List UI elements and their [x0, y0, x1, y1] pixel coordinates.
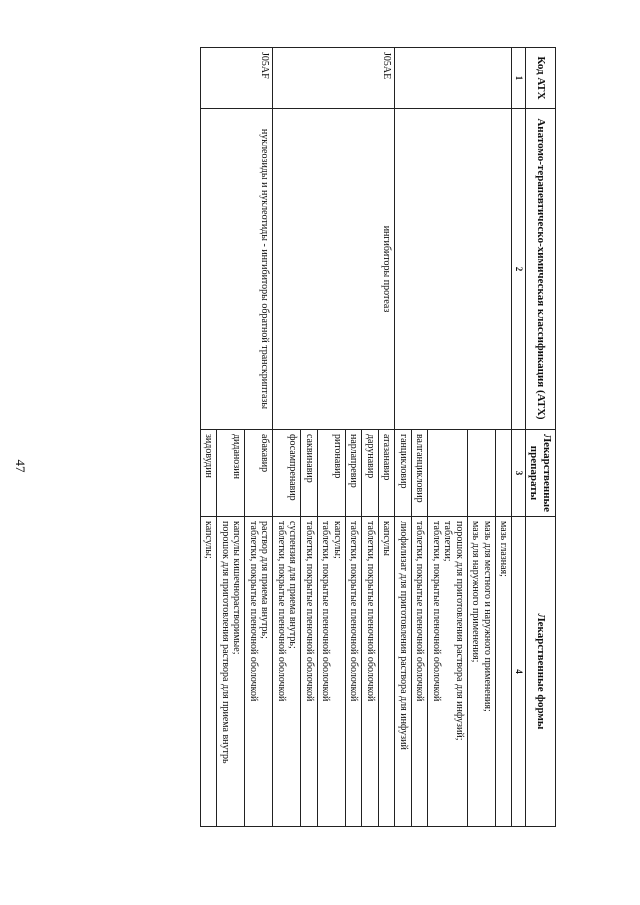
- header-atc-code: Код АТХ: [525, 48, 555, 109]
- dosage-forms-cell: [245, 517, 273, 827]
- drug-name-cell: фосампренавир: [273, 429, 301, 516]
- dosage-forms-cell: [467, 517, 495, 827]
- dosage-forms-cell: [378, 517, 395, 827]
- drug-name-cell: [467, 429, 495, 516]
- table-header-row: [525, 48, 555, 827]
- column-number: 4: [512, 517, 525, 827]
- dosage-forms-cell: [200, 517, 217, 827]
- dosage-forms-cell: [301, 517, 318, 827]
- dosage-form-line: порошок для приготовления раствора для инфузий;: [453, 521, 465, 741]
- dosage-form-line: суспензия для приема внутрь;: [287, 521, 299, 649]
- table-body: [200, 48, 512, 827]
- drug-name-cell: диданозин: [217, 429, 245, 516]
- column-number-row: [512, 48, 525, 827]
- drug-name-cell: ганцикловир: [395, 429, 412, 516]
- dosage-form-line: капсулы: [381, 521, 393, 556]
- drug-name-cell: [495, 429, 512, 516]
- dosage-forms-cell: [345, 517, 362, 827]
- dosage-form-line: таблетки, покрытые пленочной оболочкой: [348, 521, 360, 702]
- dosage-form-line: порошок для приготовления раствора для приема внутрь: [219, 521, 231, 764]
- atc-class-cell: [395, 109, 512, 430]
- drug-name-cell: нарлапревир: [345, 429, 362, 516]
- header-atc-classification: Анатомо-терапевтическо-химическая классификация (АТХ): [525, 109, 555, 430]
- header-drugs: Лекарственные препараты: [525, 429, 555, 516]
- document-table-container: [70, 47, 556, 827]
- rotated-table-frame: [70, 47, 556, 827]
- atc-code-cell: J05AE: [273, 48, 395, 109]
- page-number: 47: [13, 459, 28, 473]
- drug-name-cell: [428, 429, 468, 516]
- dosage-forms-cell: [362, 517, 379, 827]
- drug-name-cell: зидовудин: [200, 429, 217, 516]
- dosage-form-line: мазь для местного и наружного применения;: [481, 521, 493, 712]
- dosage-form-line: таблетки, покрытые пленочной оболочкой: [364, 521, 376, 702]
- dosage-form-line: раствор для приема внутрь;: [259, 521, 271, 639]
- table-row: [495, 48, 512, 827]
- table-row: [378, 48, 395, 827]
- dosage-form-line: таблетки, покрытые пленочной оболочкой: [414, 521, 426, 702]
- drug-name-cell: ритонавир: [317, 429, 345, 516]
- dosage-forms-cell: [317, 517, 345, 827]
- atc-class-cell: нуклеозиды и нуклеотиды - ингибиторы обратной транскриптазы: [200, 109, 273, 430]
- atc-code-cell: J05AF: [200, 48, 273, 109]
- column-number: 3: [512, 429, 525, 516]
- dosage-forms-cell: [395, 517, 412, 827]
- dosage-form-line: капсулы;: [203, 521, 215, 559]
- medicines-table: [200, 47, 556, 827]
- dosage-form-line: мазь глазная;: [498, 521, 510, 577]
- dosage-form-line: мазь для наружного применения;: [470, 521, 482, 663]
- column-number: 1: [512, 48, 525, 109]
- dosage-forms-cell: [273, 517, 301, 827]
- table-row: [245, 48, 273, 827]
- dosage-form-line: капсулы;: [331, 521, 343, 559]
- drug-name-cell: атазанавир: [378, 429, 395, 516]
- dosage-forms-cell: [495, 517, 512, 827]
- header-dosage-forms: Лекарственные формы: [525, 517, 555, 827]
- drug-name-cell: саквинавир: [301, 429, 318, 516]
- dosage-form-line: лиофилизат для приготовления раствора для инфузий: [397, 521, 409, 750]
- dosage-form-line: таблетки, покрытые пленочной оболочкой: [275, 521, 287, 702]
- dosage-forms-cell: [217, 517, 245, 827]
- dosage-form-line: таблетки, покрытые пленочной оболочкой: [303, 521, 315, 702]
- dosage-form-line: таблетки, покрытые пленочной оболочкой: [247, 521, 259, 702]
- dosage-form-line: таблетки, покрытые пленочной оболочкой: [430, 521, 442, 702]
- dosage-forms-cell: [411, 517, 428, 827]
- dosage-form-line: таблетки, покрытые пленочной оболочкой: [320, 521, 332, 702]
- column-number: 2: [512, 109, 525, 430]
- drug-name-cell: валганцикловир: [411, 429, 428, 516]
- atc-code-cell: [395, 48, 512, 109]
- drug-name-cell: дарунавир: [362, 429, 379, 516]
- dosage-form-line: капсулы кишечнорастворимые;: [231, 521, 243, 655]
- dosage-forms-cell: [428, 517, 468, 827]
- atc-class-cell: ингибиторы протеаз: [273, 109, 395, 430]
- drug-name-cell: абакавир: [245, 429, 273, 516]
- dosage-form-line: таблетки;: [442, 521, 454, 562]
